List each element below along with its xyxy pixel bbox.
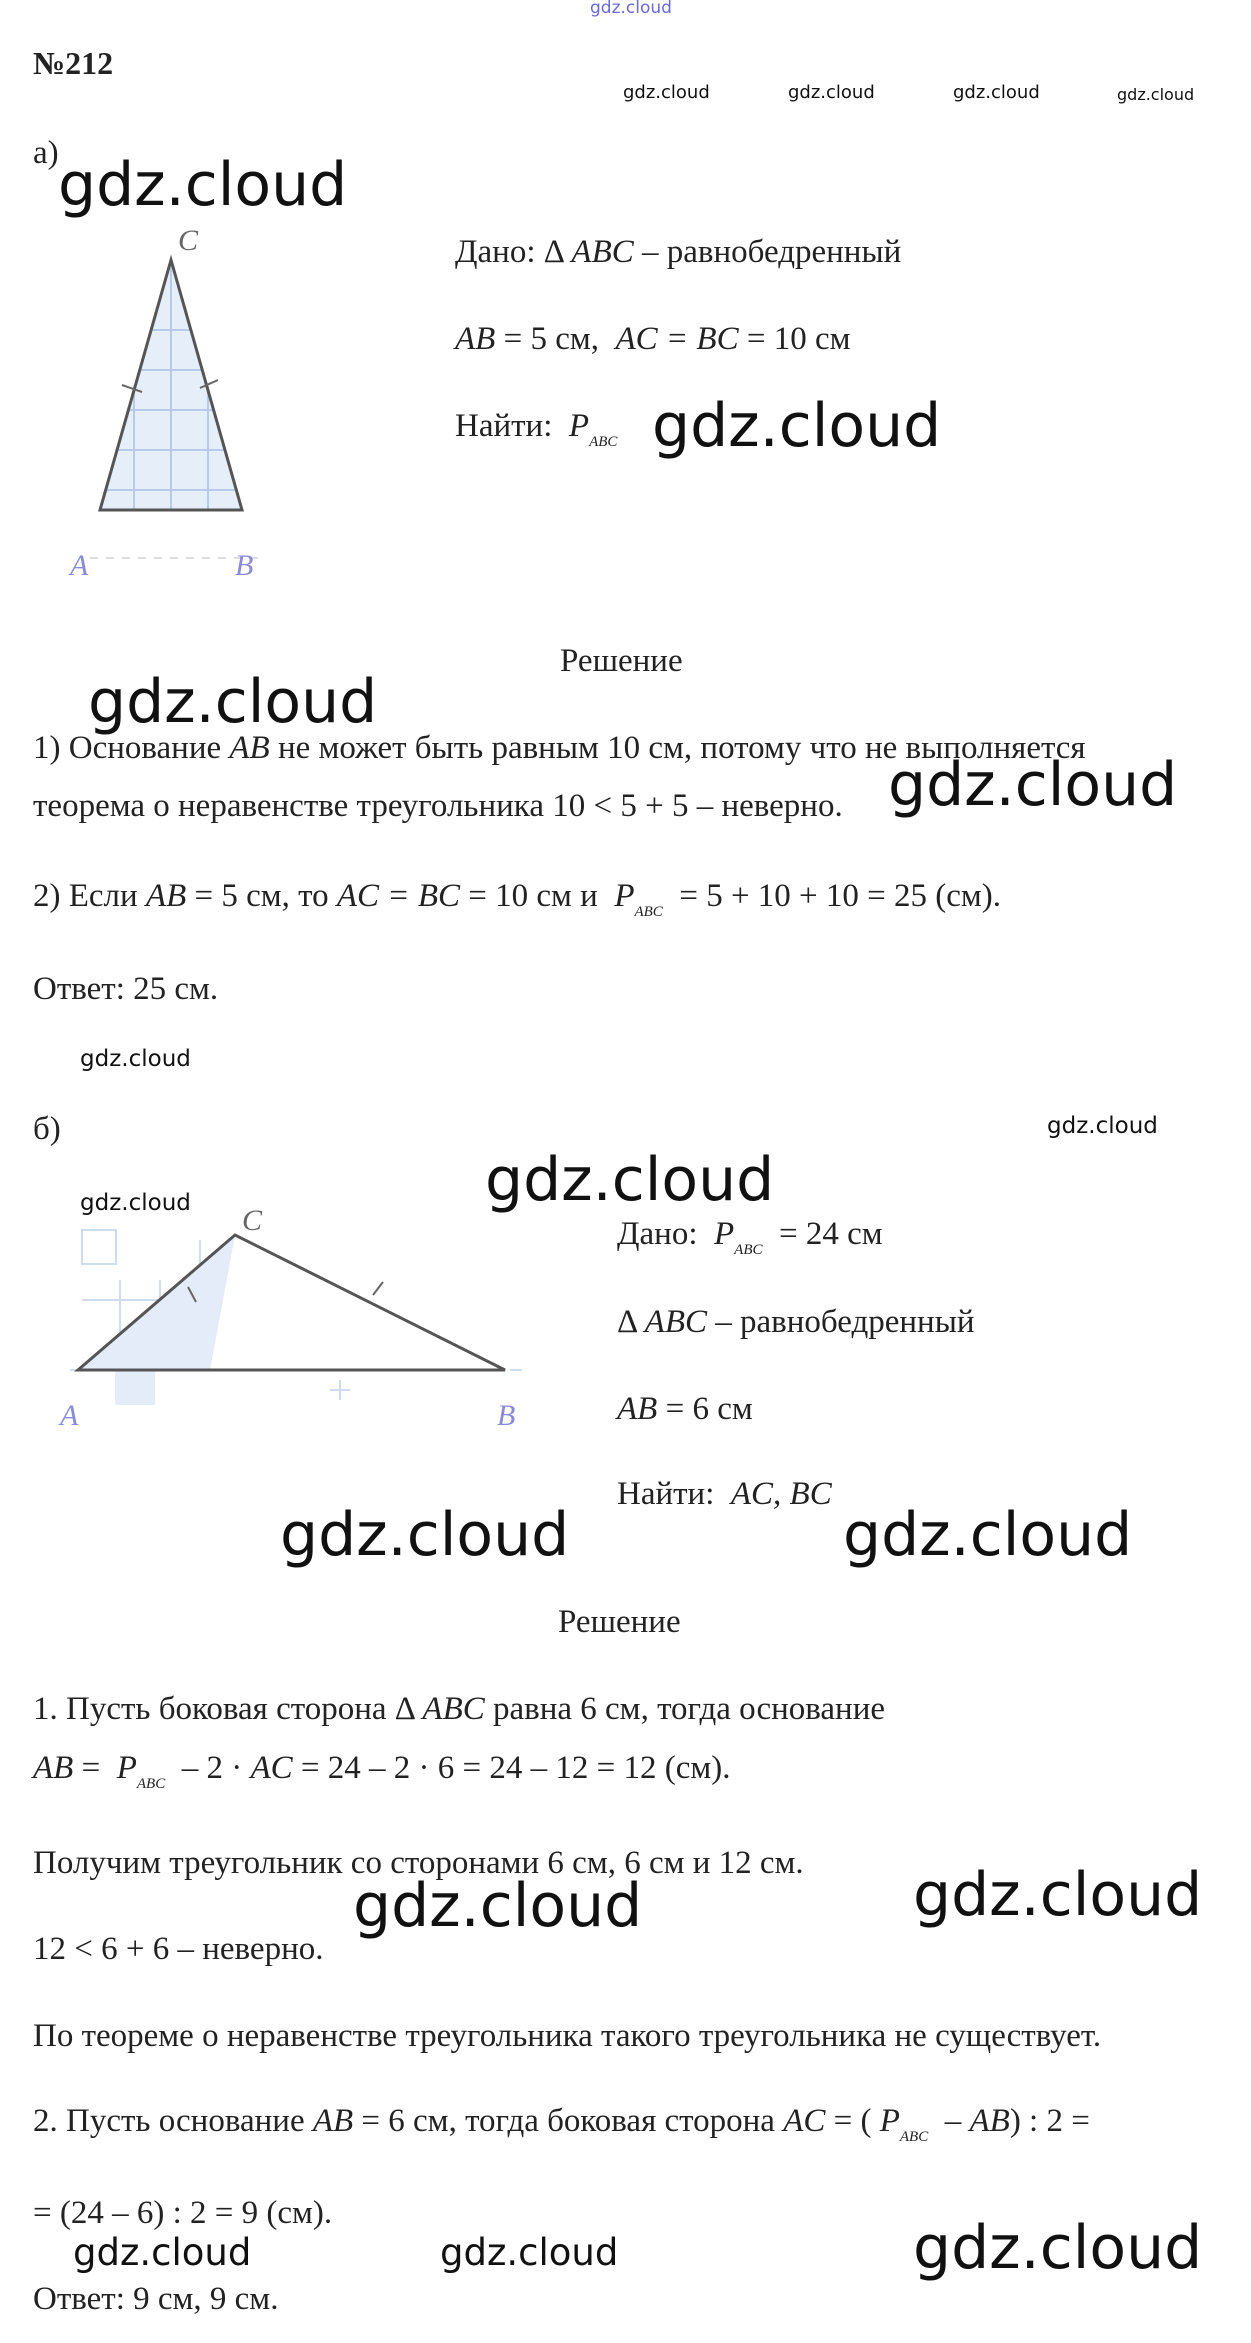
solution-b-s5: По теореме о неравенстве треугольника такого треугольника не существует.: [33, 2018, 1102, 2054]
given-a-line2: AB = 5 см, AC = BC = 10 см: [455, 321, 851, 357]
watermark: gdz.cloud: [88, 667, 378, 737]
watermark: gdz.cloud: [353, 1871, 643, 1941]
problem-number: №212: [33, 45, 114, 81]
solution-a-step1-line1: 1) Основание AB не может быть равным 10 см, потому что не выполняется: [33, 730, 1086, 766]
solution-b-header: Решение: [558, 1604, 681, 1640]
solution-b-s4: 12 < 6 + 6 – неверно.: [33, 1931, 324, 1967]
vertex-b-label: B: [235, 549, 254, 582]
solution-a-step1-line2: теорема о неравенстве треугольника 10 < 5 + 5 – неверно.: [33, 788, 843, 824]
watermark: gdz.cloud: [58, 150, 348, 220]
watermark: gdz.cloud: [788, 82, 875, 103]
watermark: gdz.cloud: [485, 1145, 775, 1215]
vertex-a-label: A: [60, 1399, 79, 1432]
watermark: gdz.cloud: [913, 2213, 1203, 2283]
watermark: gdz.cloud: [843, 1500, 1133, 1570]
given-a-line1: Дано: Δ ABC – равнобедренный: [455, 234, 902, 270]
watermark: gdz.cloud: [280, 1500, 570, 1570]
triangle-a-figure: [30, 210, 290, 590]
vertex-c-label: C: [242, 1204, 263, 1237]
watermark: gdz.cloud: [80, 1046, 191, 1072]
watermark: gdz.cloud: [1047, 1113, 1158, 1139]
watermark: gdz.cloud: [1117, 85, 1195, 104]
solution-b-s7: = (24 – 6) : 2 = 9 (см).: [33, 2195, 333, 2231]
answer-a: Ответ: 25 см.: [33, 971, 219, 1007]
watermark: gdz.cloud: [888, 750, 1178, 820]
solution-b-s6: 2. Пусть основание AB = 6 см, тогда боковая сторона AC = ( $P_{ABC} - AB$) : 2 =: [33, 2103, 1090, 2145]
vertex-a-label: A: [70, 549, 89, 582]
part-b-label: б): [33, 1111, 61, 1147]
solution-a-step2: 2) Если AB = 5 см, то AC = BC = 10 см и $P_{ABC} = 5 + 10 + 10 = 25$ (см).: [33, 878, 1002, 920]
solution-b-s3: Получим треугольник со сторонами 6 см, 6 см и 12 см.: [33, 1845, 804, 1881]
given-b-line2: Δ ABC – равнобедренный: [617, 1304, 975, 1340]
answer-b: Ответ: 9 см, 9 см.: [33, 2281, 279, 2317]
triangle-b-figure: [60, 1200, 560, 1440]
watermark: gdz.cloud: [953, 82, 1040, 103]
watermark: gdz.cloud: [913, 1860, 1203, 1930]
part-a-label: а): [33, 135, 59, 171]
find-b: Найти: AC, BC: [617, 1476, 832, 1512]
solution-b-s1: 1. Пусть боковая сторона Δ ABC равна 6 см, тогда основание: [33, 1691, 886, 1727]
given-b-line3: AB = 6 см: [617, 1391, 753, 1427]
watermark: gdz.cloud: [623, 82, 710, 103]
watermark: gdz.cloud: [73, 2231, 252, 2274]
find-a: Найти: $P_{ABC}$: [455, 408, 618, 450]
watermark: gdz.cloud: [652, 391, 942, 461]
given-b-line1: Дано: $P_{ABC} = 24$ см: [617, 1216, 883, 1258]
watermark: gdz.cloud: [590, 0, 672, 18]
watermark: gdz.cloud: [80, 1190, 191, 1216]
solution-a-header: Решение: [560, 643, 683, 679]
watermark: gdz.cloud: [440, 2231, 619, 2274]
solution-b-s2: AB = $P_{ABC} - 2$ · AC = 24 – 2 · 6 = 24 – 12 = 12 (см).: [33, 1750, 731, 1792]
vertex-b-label: B: [497, 1399, 516, 1432]
vertex-c-label: C: [178, 224, 199, 257]
